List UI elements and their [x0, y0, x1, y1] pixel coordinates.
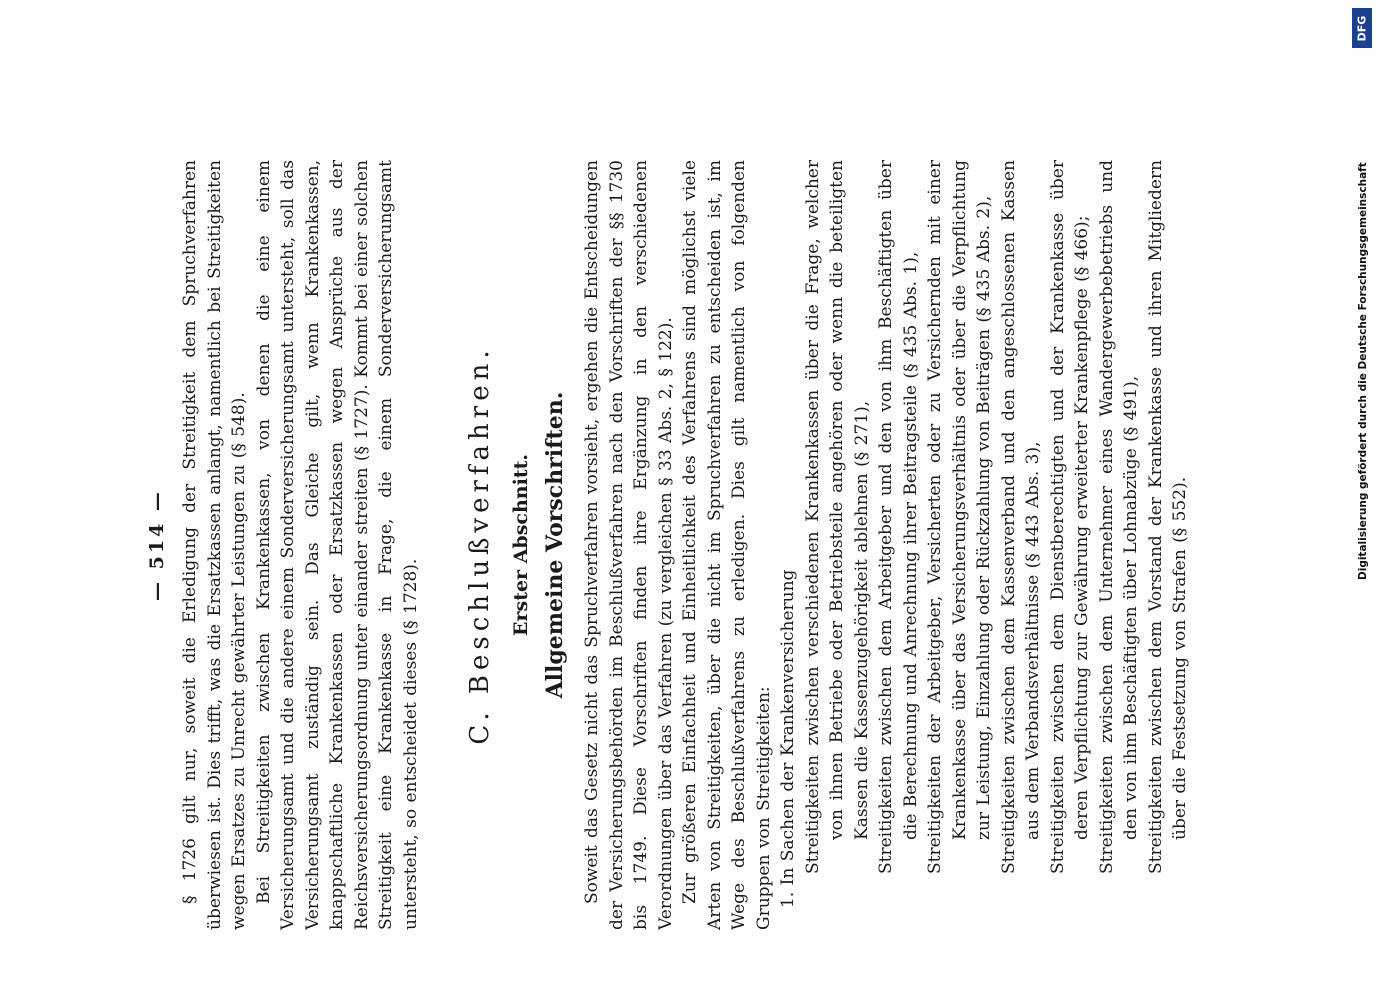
page-number: — 514 —: [146, 489, 168, 601]
list-item: Streitigkeiten der Arbeitgeber, Versicherten oder zu Versichernden mit einer Krankenkasse über das Versicherungsverhältnis oder über die Verpflichtung zur Leistung, Einzahlung oder Rückzahlung von Beiträgen (§ 435 Abs. 2),: [925, 160, 994, 874]
list-item: Streitigkeiten zwischen dem Kassenverband und den angeschlossenen Kassen aus dem Verbandsverhältnisse (§ 443 Abs. 3),: [998, 160, 1043, 874]
list-item: Streitigkeiten zwischen dem Vorstand der Krankenkasse und ihren Mitgliedern über die Festsetzung von Strafen (§ 552).: [1145, 160, 1190, 874]
paragraph-continuation: § 1726 gilt nur, soweit die Erledigung der Streitigkeit dem Spruchverfahren überwiesen ist. Dies trifft, was die Ersatzkassen anlangt, namentlich bei Streitigkeiten wegen Ersatzes zu Unrecht gewährter Leistungen zu (§ 548).: [180, 160, 249, 930]
paragraph-bei-streitigkeiten: Bei Streitigkeiten zwischen Krankenkassen, von denen die eine einem Versicherungsamt und die andere einem Sonderversicherungsamt untersteht, soll das Versicherungsamt zuständig sein. Das Gleiche gilt, wenn Krankenkassen, knappschaftliche Krankenkassen oder Ersatzkassen wegen Ansprüche aus der Reichsversicherungsordnung unter einander streiten (§ 1727). Kommt bei einer solchen Streitigkeit eine Krankenkasse in Frage, die einem Sonderversicherungsamt untersteht, so entscheidet dieses (§ 1728).: [253, 160, 421, 930]
list-item: Streitigkeiten zwischen verschiedenen Krankenkassen über die Frage, welcher von ihnen Betriebe oder Betriebsteile angehören oder wenn die beteiligten Kassen die Kassenzugehörigkeit ablehnen (§ 271),: [802, 160, 872, 874]
list-item: Streitigkeiten zwischen dem Arbeitgeber und den von ihm Beschäftigten über die Berechnung und Anrechnung ihrer Beitragsteile (§ 435 Abs. 1),: [876, 160, 921, 874]
dfg-logo: DFG: [1352, 8, 1372, 48]
paragraph-soweit: Soweit das Gesetz nicht das Spruchverfahren vorsieht, ergehen die Entscheidungen der Versicherungsbehörden im Beschlußverfahren nach den Vorschriften der §§ 1730 bis 1749. Diese Vorschriften finden ihre Ergänzung in den verschiedenen Verordnungen über das Verfahren (zu vergleichen § 33 Abs. 2, § 122).: [582, 160, 676, 930]
digitization-credit: Digitalisierung gefördert durch die Deutsche Forschungsgemeinschaft: [1357, 162, 1369, 580]
list-item: Streitigkeiten zwischen dem Unternehmer eines Wandergewerbebetriebs und den von ihm Beschäftigten über Lohnabzüge (§ 491),: [1096, 160, 1141, 874]
digitization-sidebar: [1343, 0, 1383, 1000]
paragraph-zur: Zur größeren Einfachheit und Einheitlichkeit des Verfahrens sind möglichst viele Arten von Streitigkeiten, über die nicht im Spruchverfahren zu entscheiden ist, im Wege des Beschlußverfahrens zu erledigen. Dies gilt namentlich von folgenden Gruppen von Streitigkeiten:: [680, 160, 774, 930]
body-block: [580, 160, 1193, 930]
main-heading: Allgemeine Vorschriften.: [542, 391, 568, 699]
continuation-block: [178, 160, 423, 930]
list-heading: 1. In Sachen der Krankenversicherung: [778, 569, 798, 908]
rotated-page: [140, 160, 1260, 930]
subsection-heading: Erster Abschnitt.: [510, 454, 532, 636]
section-heading: C. Beschlußverfahren.: [465, 345, 495, 745]
list-item: Streitigkeiten zwischen dem Dienstberechtigten und der Krankenkasse über deren Verpflichtung zur Gewährung erweiterter Krankenpflege (§ 466);: [1047, 160, 1092, 874]
